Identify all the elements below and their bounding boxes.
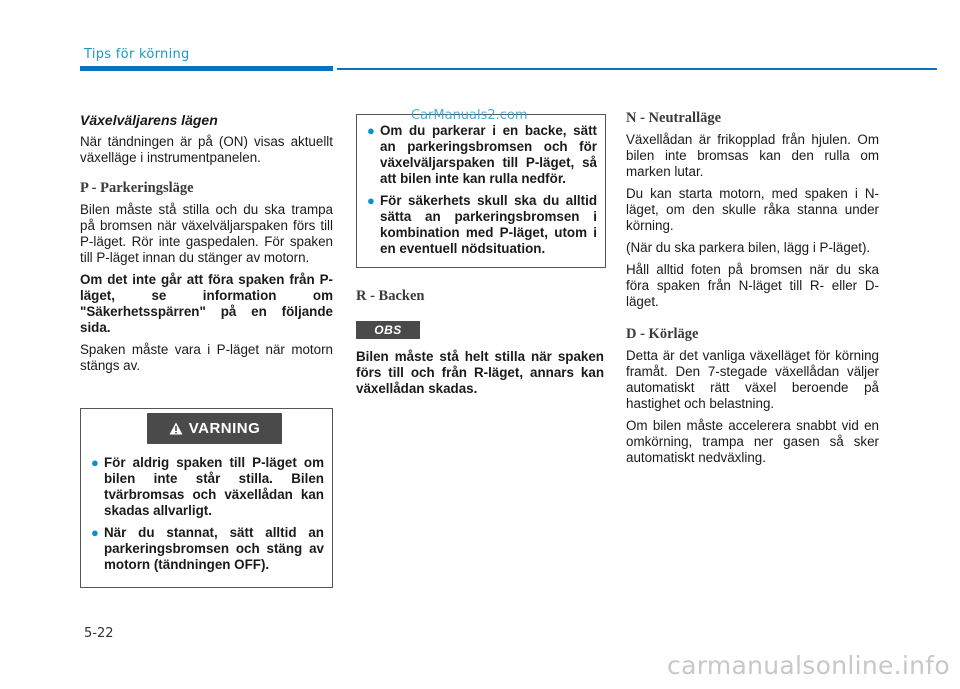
r-heading: R - Backen: [356, 288, 425, 304]
r-paragraph: Bilen måste stå helt stilla när spaken förs till och från R-läget, annars kan växellådan skadas.: [356, 349, 604, 396]
n-paragraph-2: Du kan starta motorn, med spaken i N-läget, om den skulle råka stanna under körning.: [626, 186, 879, 233]
obs-badge: OBS: [356, 321, 420, 339]
bullet-icon: ●: [367, 123, 375, 138]
p-paragraph-3: Spaken måste vara i P-läget när motorn stängs av.: [80, 342, 333, 373]
list-item: [366, 193, 597, 257]
p-paragraph-2: Om det inte går att föra spaken från P-läget, se information om "Säkerhetsspärren" på en följande sida.: [80, 272, 333, 335]
list-item: [90, 525, 324, 573]
n-paragraph-1: Växellådan är frikopplad från hjulen. Om bilen inte bromsas kan den rulla om marken lutar.: [626, 132, 879, 179]
caution-list: [366, 123, 597, 263]
warning-item-text: När du stannat, sätt alltid an parkeringsbromsen och stäng av motorn (tändningen OFF).: [104, 525, 324, 572]
bullet-icon: ●: [91, 455, 99, 470]
caution-item-text: Om du parkerar i en backe, sätt an parkeringsbromsen och för växelväljarspaken till P-läget, så att bilen inte kan rulla nedför.: [380, 123, 597, 186]
p-heading: P - Parkeringsläge: [80, 180, 194, 196]
d-paragraph-1: Detta är det vanliga växelläget för körning framåt. Den 7-stegade växellådan väljer automatiskt rätt växel beroende på hastighet och belastning.: [626, 348, 879, 411]
page-number: 5-22: [84, 626, 114, 641]
section-heading: Växelväljarens lägen: [80, 112, 218, 128]
n-heading: N - Neutralläge: [626, 110, 722, 126]
warning-list: [90, 455, 324, 579]
bullet-icon: ●: [91, 525, 99, 540]
warning-header: [147, 413, 282, 444]
list-item: [90, 455, 324, 519]
header-bar-thin: [337, 68, 937, 70]
column-left: [80, 108, 333, 380]
watermark-top: CarManuals2.com: [411, 108, 528, 123]
column-right: [626, 108, 879, 472]
warning-item-text: För aldrig spaken till P-läget om bilen inte står stilla. Bilen tvärbromsas och växellådan kan skadas allvarligt.: [104, 455, 324, 518]
p-paragraph-1: Bilen måste stå stilla och du ska trampa på bromsen när växelväljarspaken förs till P-läget. Rör inte gaspedalen. För spaken till P-läget innan du stänger av motorn.: [80, 202, 333, 265]
n-paragraph-3: (När du ska parkera bilen, lägg i P-läget).: [626, 240, 871, 255]
bullet-icon: ●: [367, 193, 375, 208]
n-paragraph-4: Håll alltid foten på bromsen när du ska föra spaken från N-läget till R- eller D-läget.: [626, 262, 879, 309]
caution-item-text: För säkerhets skull ska du alltid sätta an parkeringsbromsen i kombination med P-läget, utom i en eventuell nödsituation.: [380, 193, 597, 256]
header-bar-thick: [80, 66, 333, 71]
warning-box: [80, 408, 333, 588]
caution-box: [356, 114, 606, 268]
d-heading: D - Körläge: [626, 326, 699, 342]
warning-triangle-icon: [169, 422, 183, 435]
list-item: [366, 123, 597, 187]
intro-paragraph: När tändningen är på (ON) visas aktuellt växelläge i instrumentpanelen.: [80, 134, 333, 165]
section-header: Tips för körning: [84, 47, 190, 62]
d-paragraph-2: Om bilen måste accelerera snabbt vid en omkörning, trampa ner gasen så sker automatiskt nedväxling.: [626, 418, 879, 465]
watermark-bottom: carmanualsonline.info: [667, 651, 950, 680]
warning-label: VARNING: [188, 420, 261, 437]
